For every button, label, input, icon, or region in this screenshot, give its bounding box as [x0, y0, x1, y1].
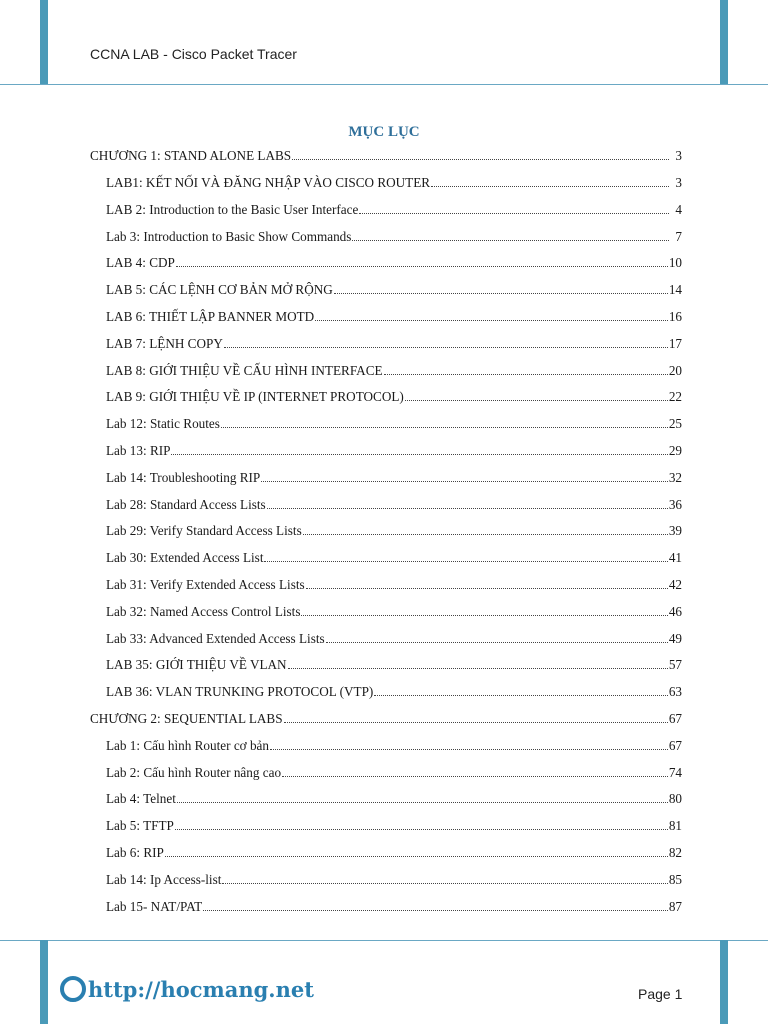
toc-entry[interactable]: [90, 604, 682, 631]
toc-entry[interactable]: [90, 577, 682, 604]
toc-leader-dots: [315, 309, 668, 321]
toc-leader-dots: [270, 738, 668, 750]
toc-entry[interactable]: [90, 309, 682, 336]
toc-leader-dots: [292, 148, 669, 160]
toc-leader-dots: [282, 764, 668, 776]
toc-entry[interactable]: [90, 791, 682, 818]
toc-entry[interactable]: [90, 818, 682, 845]
toc-entry-page: 85: [668, 871, 682, 887]
toc-leader-dots: [267, 496, 668, 508]
toc-leader-dots: [224, 336, 668, 348]
toc-leader-dots: [264, 550, 667, 562]
toc-entry[interactable]: [90, 336, 682, 363]
toc-entry-label: CHƯƠNG 2: SEQUENTIAL LABS: [90, 710, 283, 726]
toc-leader-dots: [284, 711, 668, 723]
toc-entry[interactable]: [90, 550, 682, 577]
toc-entry-page: 17: [668, 335, 682, 351]
toc-entry-label: Lab 32: Named Access Control Lists: [106, 603, 301, 619]
toc-entry[interactable]: [90, 764, 682, 791]
toc-leader-dots: [359, 202, 669, 214]
toc-entry[interactable]: [90, 362, 682, 389]
toc-entry-page: 67: [668, 737, 682, 753]
toc-entry[interactable]: [90, 282, 682, 309]
toc-entry-page: 82: [668, 844, 682, 860]
toc-entry-page: 10: [668, 255, 682, 271]
toc-leader-dots: [221, 416, 668, 428]
toc-entry-page: 42: [668, 576, 682, 592]
toc-entry-label: Lab 28: Standard Access Lists: [106, 496, 266, 512]
toc-entry-page: 29: [668, 442, 682, 458]
toc-entry-label: LAB 35: GIỚI THIỆU VỀ VLAN: [106, 657, 287, 673]
toc-entry-label: LAB 36: VLAN TRUNKING PROTOCOL (VTP): [106, 684, 374, 700]
toc-entry[interactable]: [90, 443, 682, 470]
footer-accent-bar-right: [720, 940, 728, 1024]
toc-entry-page: 49: [668, 630, 682, 646]
toc-leader-dots: [334, 282, 668, 294]
toc-entry-label: Lab 2: Cấu hình Router nâng cao: [106, 764, 282, 780]
footer-accent-bar-left: [40, 940, 48, 1024]
toc-entry-label: LAB 8: GIỚI THIỆU VỀ CẤU HÌNH INTERFACE: [106, 362, 383, 378]
toc-entry-page: 14: [668, 282, 682, 298]
toc-entry-label: Lab 1: Cấu hình Router cơ bản: [106, 737, 269, 753]
toc-entry-label: Lab 13: RIP: [106, 442, 171, 458]
toc-entry-page: 74: [668, 764, 682, 780]
toc-entry-page: 32: [668, 469, 682, 485]
toc-leader-dots: [326, 630, 668, 642]
header-accent-bar-right: [720, 0, 728, 84]
toc-leader-dots: [171, 443, 667, 455]
toc-entry-label: Lab 14: Ip Access-list: [106, 871, 222, 887]
footer-divider: [0, 940, 768, 941]
ring-icon: [60, 976, 86, 1002]
toc-leader-dots: [165, 845, 668, 857]
toc-entry-label: LAB1: KẾT NỐI VÀ ĐĂNG NHẬP VÀO CISCO ROUTER: [106, 175, 431, 191]
toc-leader-dots: [203, 898, 668, 910]
toc-entry[interactable]: [90, 496, 682, 523]
toc-entry[interactable]: [90, 684, 682, 711]
toc-entry-label: Lab 31: Verify Extended Access Lists: [106, 576, 305, 592]
toc-title: MỤC LỤC: [348, 124, 420, 140]
toc-entry-label: Lab 6: RIP: [106, 844, 164, 860]
toc-entry-page: 81: [668, 818, 682, 834]
toc-entry-label: Lab 15- NAT/PAT: [106, 898, 203, 914]
toc-leader-dots: [306, 577, 668, 589]
toc-entry[interactable]: [90, 389, 682, 416]
toc-entry-page: 3: [675, 148, 682, 164]
toc-entry-page: 3: [675, 175, 682, 191]
toc-entry[interactable]: [90, 845, 682, 872]
toc-entry[interactable]: [90, 738, 682, 765]
toc-entry-page: 87: [668, 898, 682, 914]
toc-leader-dots: [288, 657, 668, 669]
toc-leader-dots: [303, 523, 668, 535]
toc-entry-page: 25: [668, 416, 682, 432]
toc-leader-dots: [405, 389, 668, 401]
toc-entry-page: 63: [668, 684, 682, 700]
page-number: Page 1: [638, 986, 683, 1002]
toc-leader-dots: [261, 470, 668, 482]
toc-entry-page: 46: [668, 603, 682, 619]
toc-entry-label: Lab 33: Advanced Extended Access Lists: [106, 630, 325, 646]
toc-entry-label: Lab 4: Telnet: [106, 791, 176, 807]
header-accent-bar-left: [40, 0, 48, 84]
toc-entry-page: 57: [668, 657, 682, 673]
toc-entry-label: LAB 2: Introduction to the Basic User Interface: [106, 201, 359, 217]
toc-entry-page: 22: [668, 389, 682, 405]
toc-entry[interactable]: [90, 523, 682, 550]
toc-entry-label: LAB 7: LỆNH COPY: [106, 335, 223, 351]
toc-entry-page: 67: [668, 710, 682, 726]
toc-entry-label: Lab 12: Static Routes: [106, 416, 220, 432]
toc-leader-dots: [374, 684, 668, 696]
toc-entry-label: LAB 5: CÁC LỆNH CƠ BẢN MỞ RỘNG: [106, 282, 333, 298]
toc-leader-dots: [175, 818, 668, 830]
toc-entry[interactable]: [90, 657, 682, 684]
toc-entry[interactable]: [90, 711, 682, 738]
toc-entry-label: CHƯƠNG 1: STAND ALONE LABS: [90, 148, 292, 164]
toc-entry[interactable]: [90, 872, 682, 899]
toc-entry[interactable]: [90, 255, 682, 282]
toc-entry-label: Lab 30: Extended Access List: [106, 550, 264, 566]
toc-leader-dots: [176, 255, 668, 267]
toc-entry-label: LAB 4: CDP: [106, 255, 175, 271]
toc-entry[interactable]: [90, 630, 682, 657]
toc-leader-dots: [431, 175, 669, 187]
logo-text: http://hocmang.net: [88, 976, 314, 1002]
toc-leader-dots: [222, 872, 667, 884]
toc-entry[interactable]: [90, 898, 682, 925]
toc-entry-page: 7: [675, 228, 682, 244]
toc-leader-dots: [352, 228, 669, 240]
toc-entry[interactable]: [90, 202, 682, 229]
toc-leader-dots: [177, 791, 668, 803]
toc-entry-label: Lab 5: TFTP: [106, 818, 174, 834]
toc-entry-page: 16: [668, 309, 682, 324]
toc-entry-page: 80: [668, 791, 682, 807]
toc-entry[interactable]: [90, 470, 682, 497]
toc-entry-page: 36: [668, 496, 682, 512]
toc-entry-label: Lab 14: Troubleshooting RIP: [106, 469, 261, 485]
toc-entry-label: Lab 29: Verify Standard Access Lists: [106, 523, 302, 539]
toc-entry-label: LAB 9: GIỚI THIỆU VỀ IP (INTERNET PROTOCOL): [106, 389, 404, 405]
toc-entry[interactable]: [90, 228, 682, 255]
toc-leader-dots: [301, 604, 667, 616]
toc-entry-label: Lab 3: Introduction to Basic Show Commands: [106, 228, 352, 244]
toc-entry-page: 41: [668, 550, 682, 566]
header-title: CCNA LAB - Cisco Packet Tracer: [90, 46, 297, 62]
table-of-contents: [90, 148, 682, 925]
toc-entry-page: 39: [668, 523, 682, 539]
toc-entry[interactable]: [90, 416, 682, 443]
toc-entry-page: 4: [675, 201, 682, 217]
header-divider: [0, 84, 768, 85]
toc-entry[interactable]: [90, 175, 682, 202]
toc-leader-dots: [384, 362, 668, 374]
toc-entry-label: LAB 6: THIẾT LẬP BANNER MOTD: [106, 309, 315, 324]
toc-entry-page: 20: [668, 362, 682, 378]
footer-logo[interactable]: [60, 976, 314, 1002]
toc-entry[interactable]: [90, 148, 682, 175]
